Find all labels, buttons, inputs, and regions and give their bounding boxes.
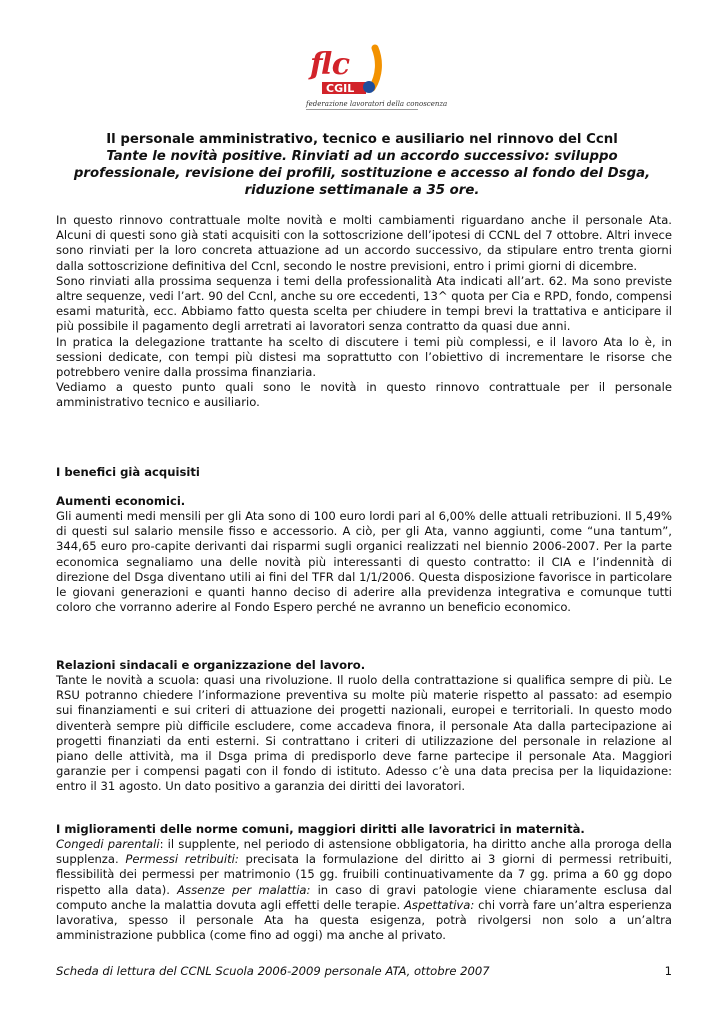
intro-block — [56, 213, 672, 411]
title-line1: Il personale amministrativo, tecnico e ausiliario nel rinnovo del Ccnl — [106, 132, 618, 147]
intro-paragraph: Sono rinviati alla prossima sequenza i temi della professionalità Ata indicati all’art. 62. Ma sono previste altre sequenze, vedi l’art. 90 del Ccnl, anche su ore eccedenti, 13^ quota per Cia e RPD, fondo, compensi esami maturità, ecc. Abbiamo fatto questa scelta per chiudere in tempi brevi la trattativa e anticipare il più possibile il pagamento degli arretrati ai lavoratori senza contratto da quasi due anni. — [56, 273, 672, 334]
document-title — [56, 131, 668, 199]
section-text: Tante le novità a scuola: quasi una rivoluzione. Il ruolo della contrattazione si qualifica sempre di più. Le RSU potranno chiedere l’informazione preventiva su molte più materie rispetto al passato: ad esempio sui finanziamenti e sui criteri di attuazione dei progetti nazionali, europei e territoriali. In questo modo diventerà sempre più difficile escludere, come accadeva finora, il personale Ata dalla partecipazione ai progetti finanziati da enti esterni. Si contrattano i criteri di utilizzazione del personale in relazione al piano delle attività, ma il Dsga prima di predisporlo deve farne partecipe il personale Ata. Maggiori garanzie per i compensi pagati con il fondo di istituto. Adesso c’è una data precisa per la liquidazione: entro il 31 agosto. Un dato positivo a garanzia dei diritti dei lavoratori. — [56, 673, 672, 794]
intro-paragraph: Vediamo a questo punto quali sono le novità in questo rinnovo contrattuale per il personale amministrativo tecnico e ausiliario. — [56, 380, 672, 410]
section-text: Gli aumenti medi mensili per gli Ata sono di 100 euro lordi pari al 6,00% delle attuali retribuzioni. Il 5,49% di questi sul salario mensile fisso e accessorio. A ciò, per gli Ata, vanno aggiunti, come “una tantum”, 344,65 euro pro-capite derivanti dai risparmi sugli organici realizzati nel biennio 2006-2007. Per la parte economica segnaliamo una delle novità più interessanti di questo contratto: il CIA e l’indennità di direzione del Dsga diventano utili ai fini del TFR dal 1/1/2006. Questa disposizione favorisce in particolare le giovani generazioni e quanti hanno deciso di aderire alla previdenza integrativa e comunque tutti coloro che vorranno aderire al Fondo Espero perché ne avranno un beneficio economico. — [56, 509, 672, 615]
page-number: 1 — [664, 964, 672, 978]
section-heading: Relazioni sindacali e organizzazione del lavoro. — [56, 658, 366, 672]
term-label: Assenze per malattia: — [177, 882, 311, 897]
footer-text: Scheda di lettura del CCNL Scuola 2006-2009 personale ATA, ottobre 2007 — [56, 964, 490, 978]
section-heading: I miglioramenti delle norme comuni, maggiori diritti alle lavoratrici in maternità. — [56, 822, 585, 836]
section-heading: I benefici già acquisiti — [56, 465, 200, 479]
title-line2: Tante le novità positive. Rinviati ad un accordo successivo: sviluppo professionale, revisione dei profili, sostituzione e accesso al fondo del Dsga, riduzione settimanale a 35 ore. — [73, 149, 651, 198]
term-label: Permessi retribuiti: — [125, 852, 239, 867]
term-label: Congedi parentali — [56, 837, 160, 851]
intro-paragraph: In questo rinnovo contrattuale molte novità e molti cambiamenti riguardano anche il personale Ata. Alcuni di questi sono già stati acquisiti con la sottoscrizione dell’ipotesi di CCNL del 7 ottobre. Altri invece sono rinviati per la loro concreta attuazione ad un accordo successivo, da stipulare entro trenta giorni dalla sottoscrizione definitiva del Ccnl, secondo le nostre previsioni, entro i primi giorni di dicembre. — [56, 213, 672, 273]
logo-subtitle: federazione lavoratori della conoscenza — [306, 100, 448, 108]
logo-divider — [306, 109, 418, 110]
intro-paragraph: In pratica la delegazione trattante ha scelto di discutere i temi più complessi, e il lavoro Ata lo è, in sessioni dedicate, con tempi più distesi ma soprattutto con l’obiettivo di incrementare le risorse che potrebbero venire dalla prossima finanziaria. — [56, 334, 672, 380]
logo-orange-stroke — [372, 48, 378, 88]
section-text: Congedi parentali: il supplente, nel periodo di astensione obbligatoria, ha diritto anche alla proroga della supplenza. Permessi retribuiti: precisata la formulazione del diritto ai 3 giorni di permessi retribuiti, flessibilità dei permessi per matrimonio (15 gg. fruibili continuativamente da 7 gg. prima a 60 gg dopo rispetto alla data). Assenze per malattia: in caso di gravi patologie viene chiaramente esclusa dal computo anche la malattia dovuta agli effetti delle terapie. Aspettativa: chi vorrà fare un’altra esperienza lavorativa, spesso il personale Ata ha questa esigenza, potrà rivolgersi non solo a un’altra amministrazione pubblica (come fino ad oggi) ma anche al privato. — [56, 837, 673, 943]
logo-letters: flc — [310, 47, 351, 82]
logo-blue-dot — [363, 81, 375, 93]
logo-org: CGIL — [326, 82, 355, 95]
subsection-heading: Aumenti economici. — [56, 494, 186, 508]
term-label: Aspettativa: — [404, 897, 475, 912]
page-footer — [56, 964, 672, 979]
